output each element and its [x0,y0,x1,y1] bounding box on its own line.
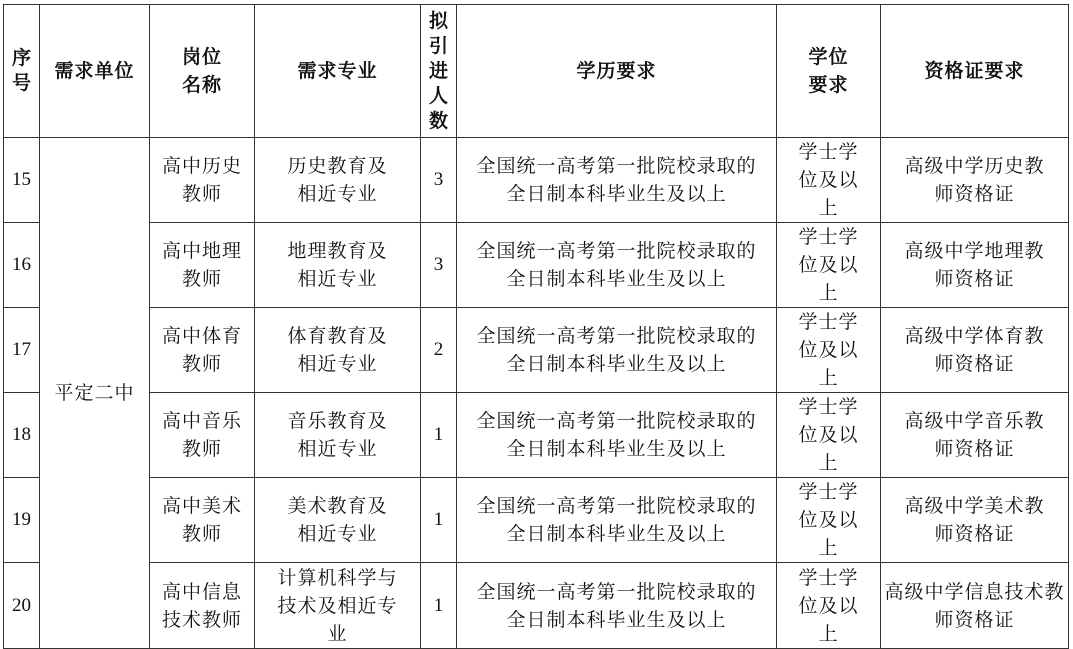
row-position: 高中地理教师 [150,223,255,308]
row-count: 1 [421,478,457,563]
row-count: 1 [421,393,457,478]
row-position: 高中音乐教师 [150,393,255,478]
row-certificate: 高级中学地理教师资格证 [881,223,1069,308]
header-major: 需求专业 [255,5,421,138]
table-row [4,478,1069,563]
row-certificate: 高级中学体育教师资格证 [881,308,1069,393]
row-count: 3 [421,138,457,223]
row-education: 全国统一高考第一批院校录取的全日制本科毕业生及以上 [457,308,777,393]
unit-cell: 平定二中 [40,138,150,649]
row-seq: 15 [4,138,40,223]
row-count: 3 [421,223,457,308]
row-seq: 20 [4,563,40,649]
row-position: 高中历史教师 [150,138,255,223]
row-certificate: 高级中学历史教师资格证 [881,138,1069,223]
row-education: 全国统一高考第一批院校录取的全日制本科毕业生及以上 [457,138,777,223]
row-education: 全国统一高考第一批院校录取的全日制本科毕业生及以上 [457,223,777,308]
row-major: 计算机科学与技术及相近专业 [255,563,421,649]
row-certificate: 高级中学音乐教师资格证 [881,393,1069,478]
row-education: 全国统一高考第一批院校录取的全日制本科毕业生及以上 [457,563,777,649]
table-row [4,393,1069,478]
row-position: 高中美术教师 [150,478,255,563]
row-position: 高中信息技术教师 [150,563,255,649]
header-education: 学历要求 [457,5,777,138]
row-degree: 学士学位及以上 [777,223,881,308]
row-position: 高中体育教师 [150,308,255,393]
header-degree: 学位要求 [777,5,881,138]
row-seq: 19 [4,478,40,563]
row-education: 全国统一高考第一批院校录取的全日制本科毕业生及以上 [457,478,777,563]
row-seq: 17 [4,308,40,393]
row-major: 美术教育及相近专业 [255,478,421,563]
row-certificate: 高级中学美术教师资格证 [881,478,1069,563]
row-degree: 学士学位及以上 [777,138,881,223]
row-degree: 学士学位及以上 [777,308,881,393]
row-degree: 学士学位及以上 [777,393,881,478]
row-count: 2 [421,308,457,393]
header-row [4,5,1069,138]
row-seq: 18 [4,393,40,478]
header-certificate: 资格证要求 [881,5,1069,138]
row-education: 全国统一高考第一批院校录取的全日制本科毕业生及以上 [457,393,777,478]
header-position: 岗位名称 [150,5,255,138]
row-count: 1 [421,563,457,649]
row-major: 音乐教育及相近专业 [255,393,421,478]
table-row [4,563,1069,649]
table-row [4,138,1069,223]
row-degree: 学士学位及以上 [777,478,881,563]
row-certificate: 高级中学信息技术教师资格证 [881,563,1069,649]
table-row [4,223,1069,308]
row-major: 体育教育及相近专业 [255,308,421,393]
table-row [4,308,1069,393]
header-unit: 需求单位 [40,5,150,138]
header-seq: 序号 [4,5,40,138]
row-major: 历史教育及相近专业 [255,138,421,223]
header-count: 拟引进人数 [421,5,457,138]
row-major: 地理教育及相近专业 [255,223,421,308]
row-degree: 学士学位及以上 [777,563,881,649]
recruitment-table [3,4,1069,649]
row-seq: 16 [4,223,40,308]
